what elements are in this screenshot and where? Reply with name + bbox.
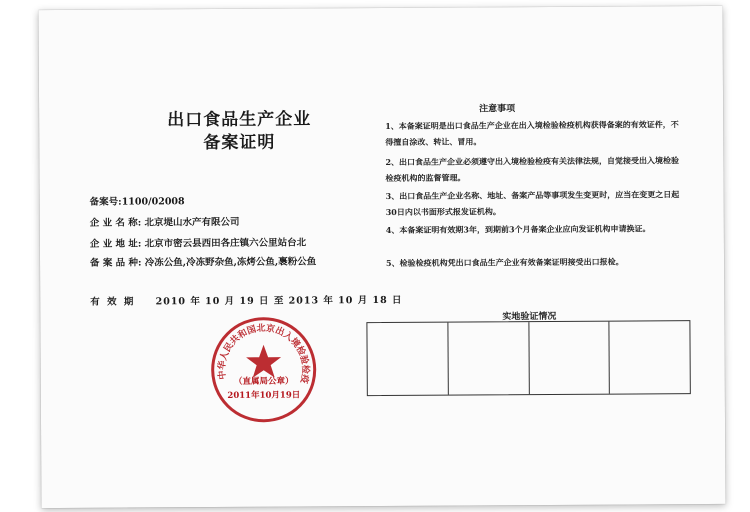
company-address — [90, 234, 306, 249]
certificate-subtitle: 备案证明 — [203, 132, 276, 154]
verification-cell — [529, 322, 610, 394]
validity-period — [90, 292, 402, 308]
official-seal — [208, 314, 319, 425]
certificate-title: 出口食品生产企业 — [167, 109, 312, 131]
company-name-label: 企 业 名 称: — [89, 217, 142, 229]
validity-period-label: 有 效 期 — [90, 296, 136, 308]
certificate-paper — [38, 6, 725, 508]
note-item-4: 4、本备案证明有效期3年，到期前3个月备案企业应向发证机构申请换证。 — [385, 223, 651, 235]
registered-products-value: 冷冻公鱼,冷冻野杂鱼,冻烤公鱼,裹粉公鱼 — [144, 256, 317, 269]
registration-number-value: 1100/02008 — [121, 196, 185, 208]
note-item-2: 2、出口食品生产企业必须遵守出入境检验检疫有关法律法规，自觉接受出入境检验检疫机构的监督管理。 — [385, 155, 680, 183]
seal-ring-text: 中华人民共和国北京出入境检验检疫局 — [217, 323, 310, 385]
seal-graphic — [208, 314, 319, 425]
verification-cell — [367, 323, 448, 395]
company-name — [90, 214, 240, 229]
note-item-1: 1、本备案证明是出口食品生产企业在出入境检验检疫机构获得备案的有效证件，不得擅自涂改、转让、冒用。 — [385, 119, 679, 147]
validity-period-value: 2010 年 10 月 19 日 至 2013 年 10 月 18 日 — [155, 294, 403, 308]
registration-number — [90, 193, 185, 208]
registered-products-label: 备 案 品 种: — [89, 257, 142, 269]
registered-products — [90, 253, 316, 268]
verification-grid — [366, 320, 690, 396]
company-address-value: 北京市密云县西田各庄镇六公里站台北 — [144, 237, 307, 250]
verification-cell — [448, 322, 529, 394]
verification-cell — [610, 321, 690, 393]
seal-office-label: （直属局公章） — [233, 376, 294, 387]
company-address-label: 企 业 地 址: — [89, 238, 142, 250]
registration-number-label: 备案号: — [89, 196, 122, 208]
verification-title: 实地验证情况 — [502, 311, 557, 323]
company-name-value: 北京堤山水产有限公司 — [144, 216, 240, 229]
notes-title: 注意事项 — [479, 104, 516, 115]
note-item-5: 5、检验检疫机构凭出口食品生产企业有效备案证明接受出口报检。 — [386, 256, 624, 268]
seal-star-icon — [246, 345, 281, 378]
note-item-3: 3、出口食品生产企业名称、地址、备案产品等事项发生变更时，应当在变更之日起30日内以书面形式报发证机构。 — [385, 189, 680, 217]
seal-date: 2011年10月19日 — [227, 390, 301, 401]
